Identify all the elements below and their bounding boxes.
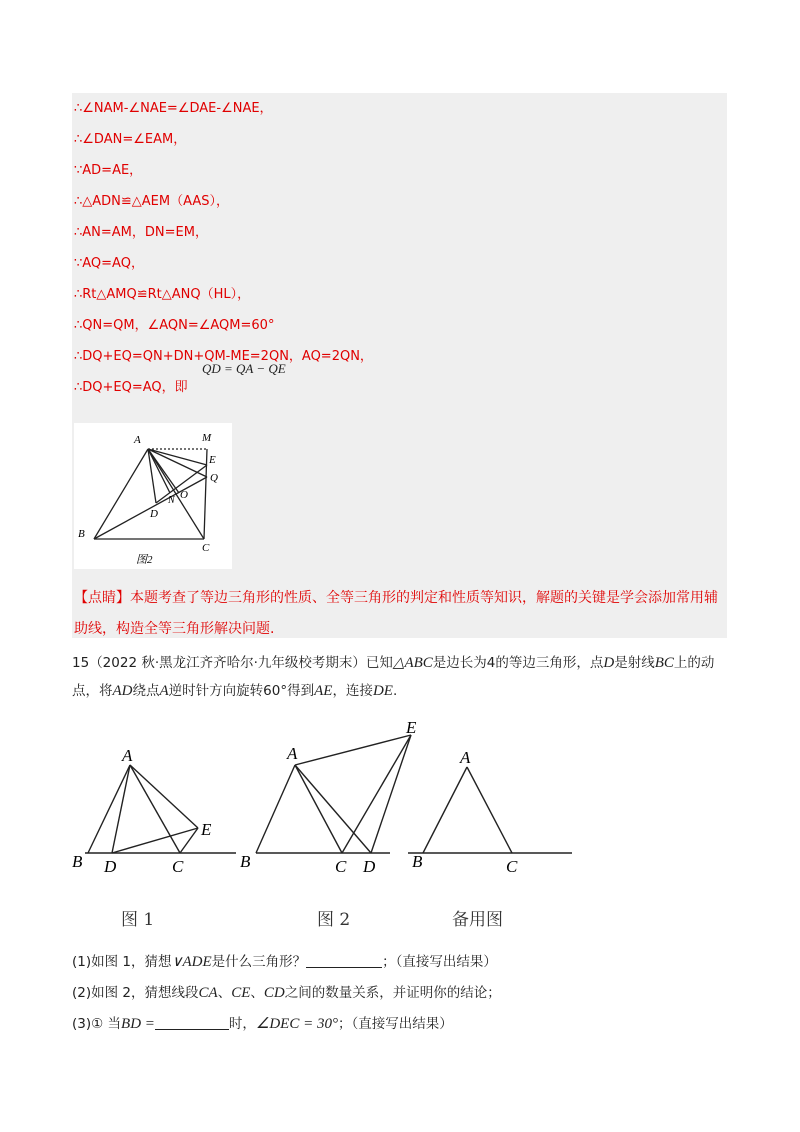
math-term: 4 (486, 655, 496, 671)
question-3 (72, 1012, 453, 1033)
problem-number: 15 (72, 655, 90, 671)
fig3-label-c: C (506, 857, 518, 876)
question-text: 之间的数量关系，并证明你的结论； (284, 985, 501, 1001)
fig1-label-b: B (72, 852, 83, 871)
fig1-line-ab (88, 765, 130, 853)
math-term: AE (314, 683, 333, 699)
solution-line: ∴QN=QM，∠AQN=∠AQM=60° (74, 318, 275, 333)
fig1-caption: 图 1 (121, 910, 155, 930)
fig2-line-ae (295, 735, 411, 765)
fig-label-e: E (209, 454, 216, 466)
question-text: 是什么三角形？ (211, 954, 307, 970)
solution-figure (74, 423, 232, 569)
key-point (74, 583, 724, 645)
fig2-label-a: A (287, 744, 298, 763)
fig3-line-ac (467, 767, 512, 853)
solution-line: ∴∠NAM-∠NAE=∠DAE-∠NAE， (74, 101, 273, 116)
math-term: ∠DEC = 30° (255, 1016, 338, 1032)
problem-text: 已知 (365, 655, 393, 671)
fig2-caption: 图 2 (317, 910, 351, 930)
math-term: ∨ADE (171, 954, 212, 970)
math-term: △ABC (392, 655, 433, 671)
fig-label-q: Q (210, 472, 218, 484)
problem-source: （2022 秋·黑龙江齐齐哈尔·九年级校考期末） (89, 655, 366, 671)
fig-line-ab (94, 449, 148, 539)
key-point-tag: 【点睛】 (74, 590, 130, 606)
problem-text: 得到 (287, 683, 315, 699)
math-term: CA (198, 985, 218, 1001)
question-2 (72, 981, 501, 1002)
fig-label-a: A (134, 434, 141, 446)
fig2-line-ac (295, 765, 342, 853)
question-text: 、 (250, 985, 264, 1001)
math-term: BD = (121, 1016, 155, 1032)
problem-text: 上的动点，将 (72, 655, 715, 699)
solution-line: ∴DQ+EQ=AQ，即 (74, 380, 188, 395)
question-text: ；（直接写出结果） (382, 954, 497, 970)
answer-blank[interactable] (306, 953, 382, 968)
solution-formula: QD = QA − QE (202, 361, 286, 376)
problem-statement (72, 649, 722, 705)
question-text: 时， (228, 1016, 256, 1032)
math-term: CE (231, 985, 251, 1001)
fig1-line-ad (112, 765, 130, 853)
fig2-label-b: B (240, 852, 251, 871)
math-term: A (159, 683, 169, 699)
fig-label-d: D (150, 508, 158, 520)
question-1 (72, 950, 497, 971)
math-term: D (603, 655, 615, 671)
fig2-line-ab (256, 765, 295, 853)
solution-line: ∵AQ=AQ， (74, 256, 144, 271)
fig2-line-ad (295, 765, 371, 853)
solution-line: ∴Rt△AMQ≌Rt△ANQ（HL）， (74, 287, 251, 302)
math-term: AD (112, 683, 133, 699)
fig-label-n: N (168, 495, 175, 506)
fig1-label-c: C (172, 857, 184, 876)
math-term: 60° (263, 683, 288, 699)
problem-text: . (392, 683, 398, 699)
math-term: DE (372, 683, 393, 699)
fig-caption: 图2 (136, 554, 153, 566)
fig2-label-e: E (406, 718, 417, 737)
fig1-label-d: D (104, 857, 117, 876)
solution-line: ∴DQ+EQ=QN+DN+QM-ME=2QN，AQ=2QN， (74, 349, 373, 364)
fig1-line-de (112, 828, 198, 853)
fig1-label-a: A (122, 746, 133, 765)
math-term: BC (654, 655, 674, 671)
fig1-label-e: E (201, 820, 212, 839)
problem-text: 是射线 (614, 655, 655, 671)
fig3-label-a: A (460, 748, 471, 767)
question-text: 、 (217, 985, 232, 1001)
fig3-caption: 备用图 (452, 910, 503, 930)
solution-line: ∴△ADN≌△AEM（AAS）， (74, 194, 230, 209)
fig3-line-ab (423, 767, 467, 853)
problem-text: ，连接 (332, 683, 373, 699)
fig-label-c: C (202, 542, 210, 554)
math-term: CD (263, 985, 285, 1001)
problem-text: 绕点 (132, 683, 160, 699)
question-text: (2)如图 2，猜想线段 (72, 985, 199, 1001)
problem-text: 的等边三角形，点 (495, 655, 604, 671)
solution-line: ∴AN=AM，DN=EM， (74, 225, 208, 240)
problem-figures (60, 715, 580, 880)
fig-label-o: O (180, 489, 188, 501)
solution-line: ∴∠DAN=∠EAM， (74, 132, 187, 147)
problem-text: 是边长为 (432, 655, 487, 671)
solution-figure-svg (74, 423, 232, 569)
question-text: (1)如图 1，猜想 (72, 954, 172, 970)
solution-block (72, 93, 727, 638)
fig2-label-d: D (363, 857, 376, 876)
question-text: ；（直接写出结果） (337, 1016, 453, 1032)
problem-text: 逆时针方向旋转 (168, 683, 264, 699)
solution-line: ∵AD=AE， (74, 163, 143, 178)
fig-line-cm (204, 449, 207, 539)
question-text: (3)① 当 (72, 1016, 122, 1032)
fig-label-b: B (78, 528, 85, 540)
fig1-line-ae (130, 765, 198, 828)
answer-blank[interactable] (155, 1015, 229, 1030)
key-point-text: 本题考查了等边三角形的性质、全等三角形的判定和性质等知识，解题的关键是学会添加常用辅助线，构造全等三角形解决问题. (74, 590, 718, 637)
fig2-label-c: C (335, 857, 347, 876)
fig3-label-b: B (412, 852, 423, 871)
fig-label-m: M (202, 432, 212, 444)
